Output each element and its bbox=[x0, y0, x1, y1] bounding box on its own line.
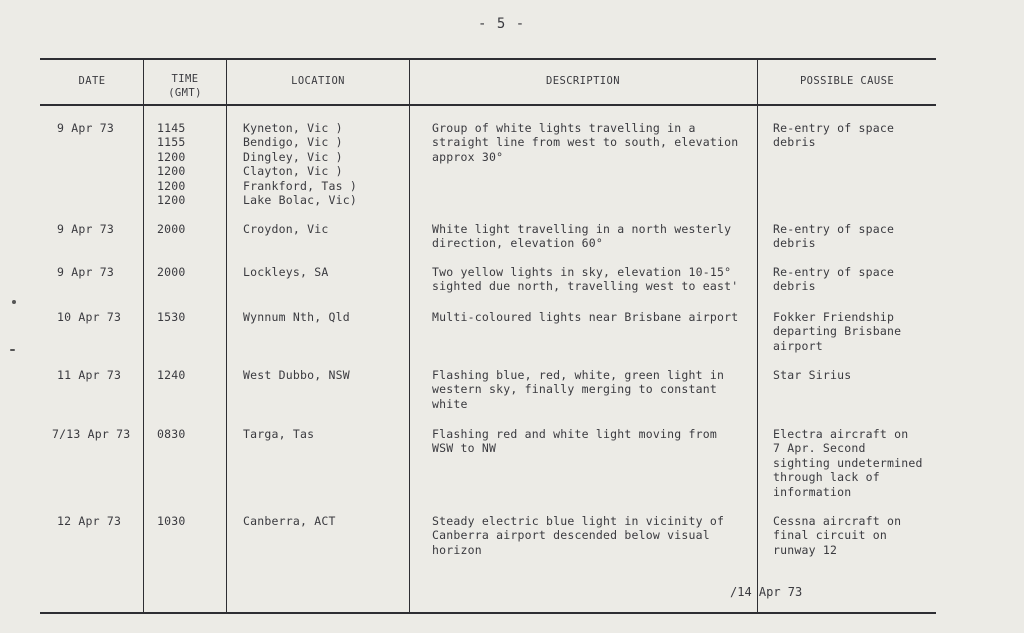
row-time: 2000 bbox=[157, 222, 186, 236]
column-divider bbox=[757, 58, 758, 614]
header-possible-cause: POSSIBLE CAUSE bbox=[799, 75, 895, 87]
page-number: - 5 - bbox=[478, 16, 526, 32]
row-date: 10 Apr 73 bbox=[57, 310, 122, 324]
row-location: Wynnum Nth, Qld bbox=[243, 310, 350, 324]
row-location: West Dubbo, NSW bbox=[243, 368, 350, 382]
row-date: 11 Apr 73 bbox=[57, 368, 122, 382]
row-description: Flashing red and white light moving from WSW to NW bbox=[432, 427, 717, 456]
row-date: 9 Apr 73 bbox=[57, 121, 114, 135]
row-time: 1530 bbox=[157, 310, 186, 324]
row-time: 1145 1155 1200 1200 1200 1200 bbox=[157, 121, 186, 208]
header-description: DESCRIPTION bbox=[546, 75, 620, 87]
row-location: Canberra, ACT bbox=[243, 514, 336, 528]
header-date: DATE bbox=[78, 75, 106, 87]
row-time: 1030 bbox=[157, 514, 186, 528]
header-location: LOCATION bbox=[291, 75, 345, 87]
row-time: 2000 bbox=[157, 265, 186, 279]
row-possible-cause: Cessna aircraft on final circuit on runway 12 bbox=[773, 514, 902, 557]
row-description: Two yellow lights in sky, elevation 10-15° sighted due north, travelling west to east' bbox=[432, 265, 739, 294]
row-description: Steady electric blue light in vicinity of Canberra airport descended below visual horizon bbox=[432, 514, 725, 557]
table-bottom-rule bbox=[40, 612, 936, 614]
row-possible-cause: Re-entry of space debris bbox=[773, 121, 895, 150]
table-top-rule bbox=[40, 58, 936, 60]
row-date: 9 Apr 73 bbox=[57, 265, 114, 279]
row-possible-cause: Re-entry of space debris bbox=[773, 222, 895, 251]
row-description: White light travelling in a north westerly direction, elevation 60° bbox=[432, 222, 732, 251]
header-bottom-rule bbox=[40, 104, 936, 106]
row-location: Kyneton, Vic ) Bendigo, Vic ) Dingley, Vic ) Clayton, Vic ) Frankford, Tas ) Lake Bolac, Vic) bbox=[243, 121, 357, 208]
continued-reference: /14 Apr 73 bbox=[730, 585, 803, 599]
row-possible-cause: Re-entry of space debris bbox=[773, 265, 895, 294]
row-location: Lockleys, SA bbox=[243, 265, 329, 279]
row-possible-cause: Fokker Friendship departing Brisbane airport bbox=[773, 310, 902, 353]
column-divider bbox=[143, 58, 144, 614]
row-location: Croydon, Vic bbox=[243, 222, 329, 236]
row-possible-cause: Star Sirius bbox=[773, 368, 852, 382]
row-time: 0830 bbox=[157, 427, 186, 441]
column-divider bbox=[226, 58, 227, 614]
header-time: TIME (GMT) bbox=[168, 73, 202, 100]
row-description: Multi-coloured lights near Brisbane airport bbox=[432, 310, 739, 324]
punch-mark bbox=[10, 349, 15, 351]
row-description: Flashing blue, red, white, green light in western sky, finally merging to constant white bbox=[432, 368, 725, 411]
row-location: Targa, Tas bbox=[243, 427, 315, 441]
row-possible-cause: Electra aircraft on 7 Apr. Second sighting undetermined through lack of information bbox=[773, 427, 923, 499]
punch-mark bbox=[12, 300, 16, 304]
row-date: 7/13 Apr 73 bbox=[52, 427, 131, 441]
column-divider bbox=[409, 58, 410, 614]
row-date: 12 Apr 73 bbox=[57, 514, 122, 528]
row-date: 9 Apr 73 bbox=[57, 222, 114, 236]
row-time: 1240 bbox=[157, 368, 186, 382]
row-description: Group of white lights travelling in a straight line from west to south, elevation approx 30° bbox=[432, 121, 739, 164]
